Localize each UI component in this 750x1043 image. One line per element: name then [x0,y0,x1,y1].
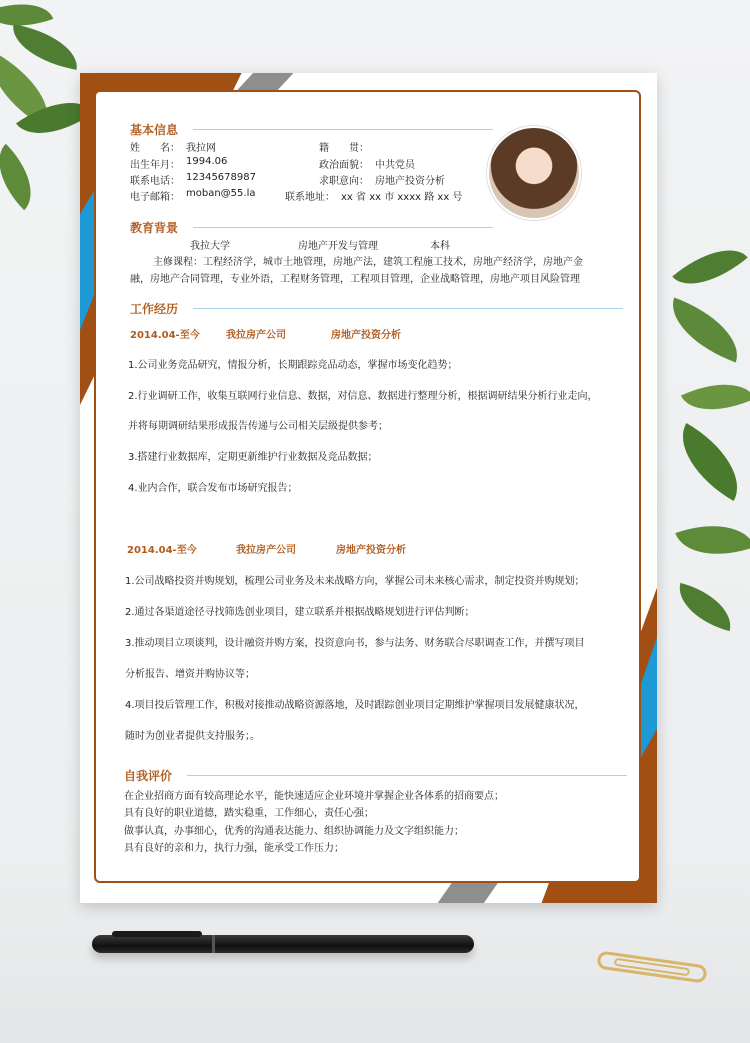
education-courses-line-1: 主修课程：工程经济学，城市土地管理，房地产法，建筑工程施工技术，房地产经济学，房地产金 [153,257,583,268]
job-2-line-2: 2.通过各渠道途径寻找筛选创业项目，建立联系并根据战略规划进行评估判断； [125,607,475,618]
name-value: 我拉网 [186,143,216,154]
job-1-position: 房地产投资分析 [331,330,401,341]
self-line-4: 具有良好的亲和力，执行力强，能承受工作压力； [124,843,344,854]
self-line-1: 在企业招商方面有较高理论水平，能快速适应企业环境并掌握企业各体系的招商要点； [124,791,504,802]
education-major: 房地产开发与管理 [298,241,378,252]
name-label: 姓 名： [130,143,180,154]
job-1-company: 我拉房产公司 [226,330,286,341]
section-title-self: 自我评价 [124,769,173,783]
email-value: moban@55.la [186,188,256,199]
education-courses-line-2: 融，房地产合同管理，专业外语，工程财务管理，工程项目管理，企业战略管理，房地产项目风险管理 [130,274,580,285]
email-label: 电子邮箱： [130,192,180,203]
birth-value: 1994.06 [186,156,228,167]
avatar [487,126,581,220]
job-1-line-1: 1.公司业务竞品研究，情报分析，长期跟踪竞品动态，掌握市场变化趋势； [128,360,458,371]
politics-label: 政治面貌： [319,160,369,171]
job-1-date: 2014.04-至今 [130,330,200,341]
phone-label: 联系电话： [130,176,180,187]
job-2-line-6: 随时为创业者提供支持服务；。 [125,731,260,742]
native-label: 籍 贯： [319,143,369,154]
section-rule-self [187,775,627,776]
job-1-line-4: 3.搭建行业数据库，定期更新维护行业数据及竞品数据； [128,452,378,463]
plant-decoration-right [655,250,750,690]
paperclip-icon [596,950,707,983]
section-title-education: 教育背景 [130,221,179,235]
politics-value: 中共党员 [375,160,415,171]
job-1-line-3: 并将每期调研结果形成报告传递与公司相关层级提供参考； [128,421,388,432]
self-line-3: 做事认真，办事细心，优秀的沟通表达能力、组织协调能力及文字组织能力； [124,826,464,837]
address-value: xx 省 xx 市 xxxx 路 xx 号 [341,192,463,203]
job-1-line-2: 2.行业调研工作，收集互联网行业信息、数据，对信息、数据进行整理分析，根据调研结果分析行业走向， [128,391,598,402]
job-2-line-3: 3.推动项目立项谈判，设计融资并购方案，投资意向书，参与法务、财务联合尽职调查工作，并撰写项目 [125,638,585,649]
education-degree: 本科 [430,241,450,252]
address-label: 联系地址： [285,192,335,203]
self-line-2: 具有良好的职业道德，踏实稳重，工作细心，责任心强； [124,808,374,819]
job-2-line-4: 分析报告、增资并购协议等； [125,669,255,680]
section-title-work: 工作经历 [130,302,179,316]
phone-value: 12345678987 [186,172,256,183]
intent-value: 房地产投资分析 [375,176,445,187]
job-2-date: 2014.04-至今 [127,545,197,556]
education-school: 我拉大学 [190,241,230,252]
job-2-company: 我拉房产公司 [236,545,296,556]
section-rule-education [193,227,493,228]
birth-label: 出生年月： [130,160,180,171]
pen-icon [92,935,474,953]
job-1-line-5: 4.业内合作，联合发布市场研究报告； [128,483,298,494]
job-2-line-5: 4.项目投后管理工作，积极对接推动战略资源落地，及时跟踪创业项目定期维护掌握项目发展健康状况， [125,700,585,711]
section-rule-basic [193,129,493,130]
job-2-position: 房地产投资分析 [336,545,406,556]
section-rule-work [193,308,623,309]
job-2-line-1: 1.公司战略投资并购规划，梳理公司业务及未来战略方向，掌握公司未来核心需求，制定投资并购规划； [125,576,585,587]
intent-label: 求职意向： [319,176,369,187]
section-title-basic: 基本信息 [130,123,179,137]
